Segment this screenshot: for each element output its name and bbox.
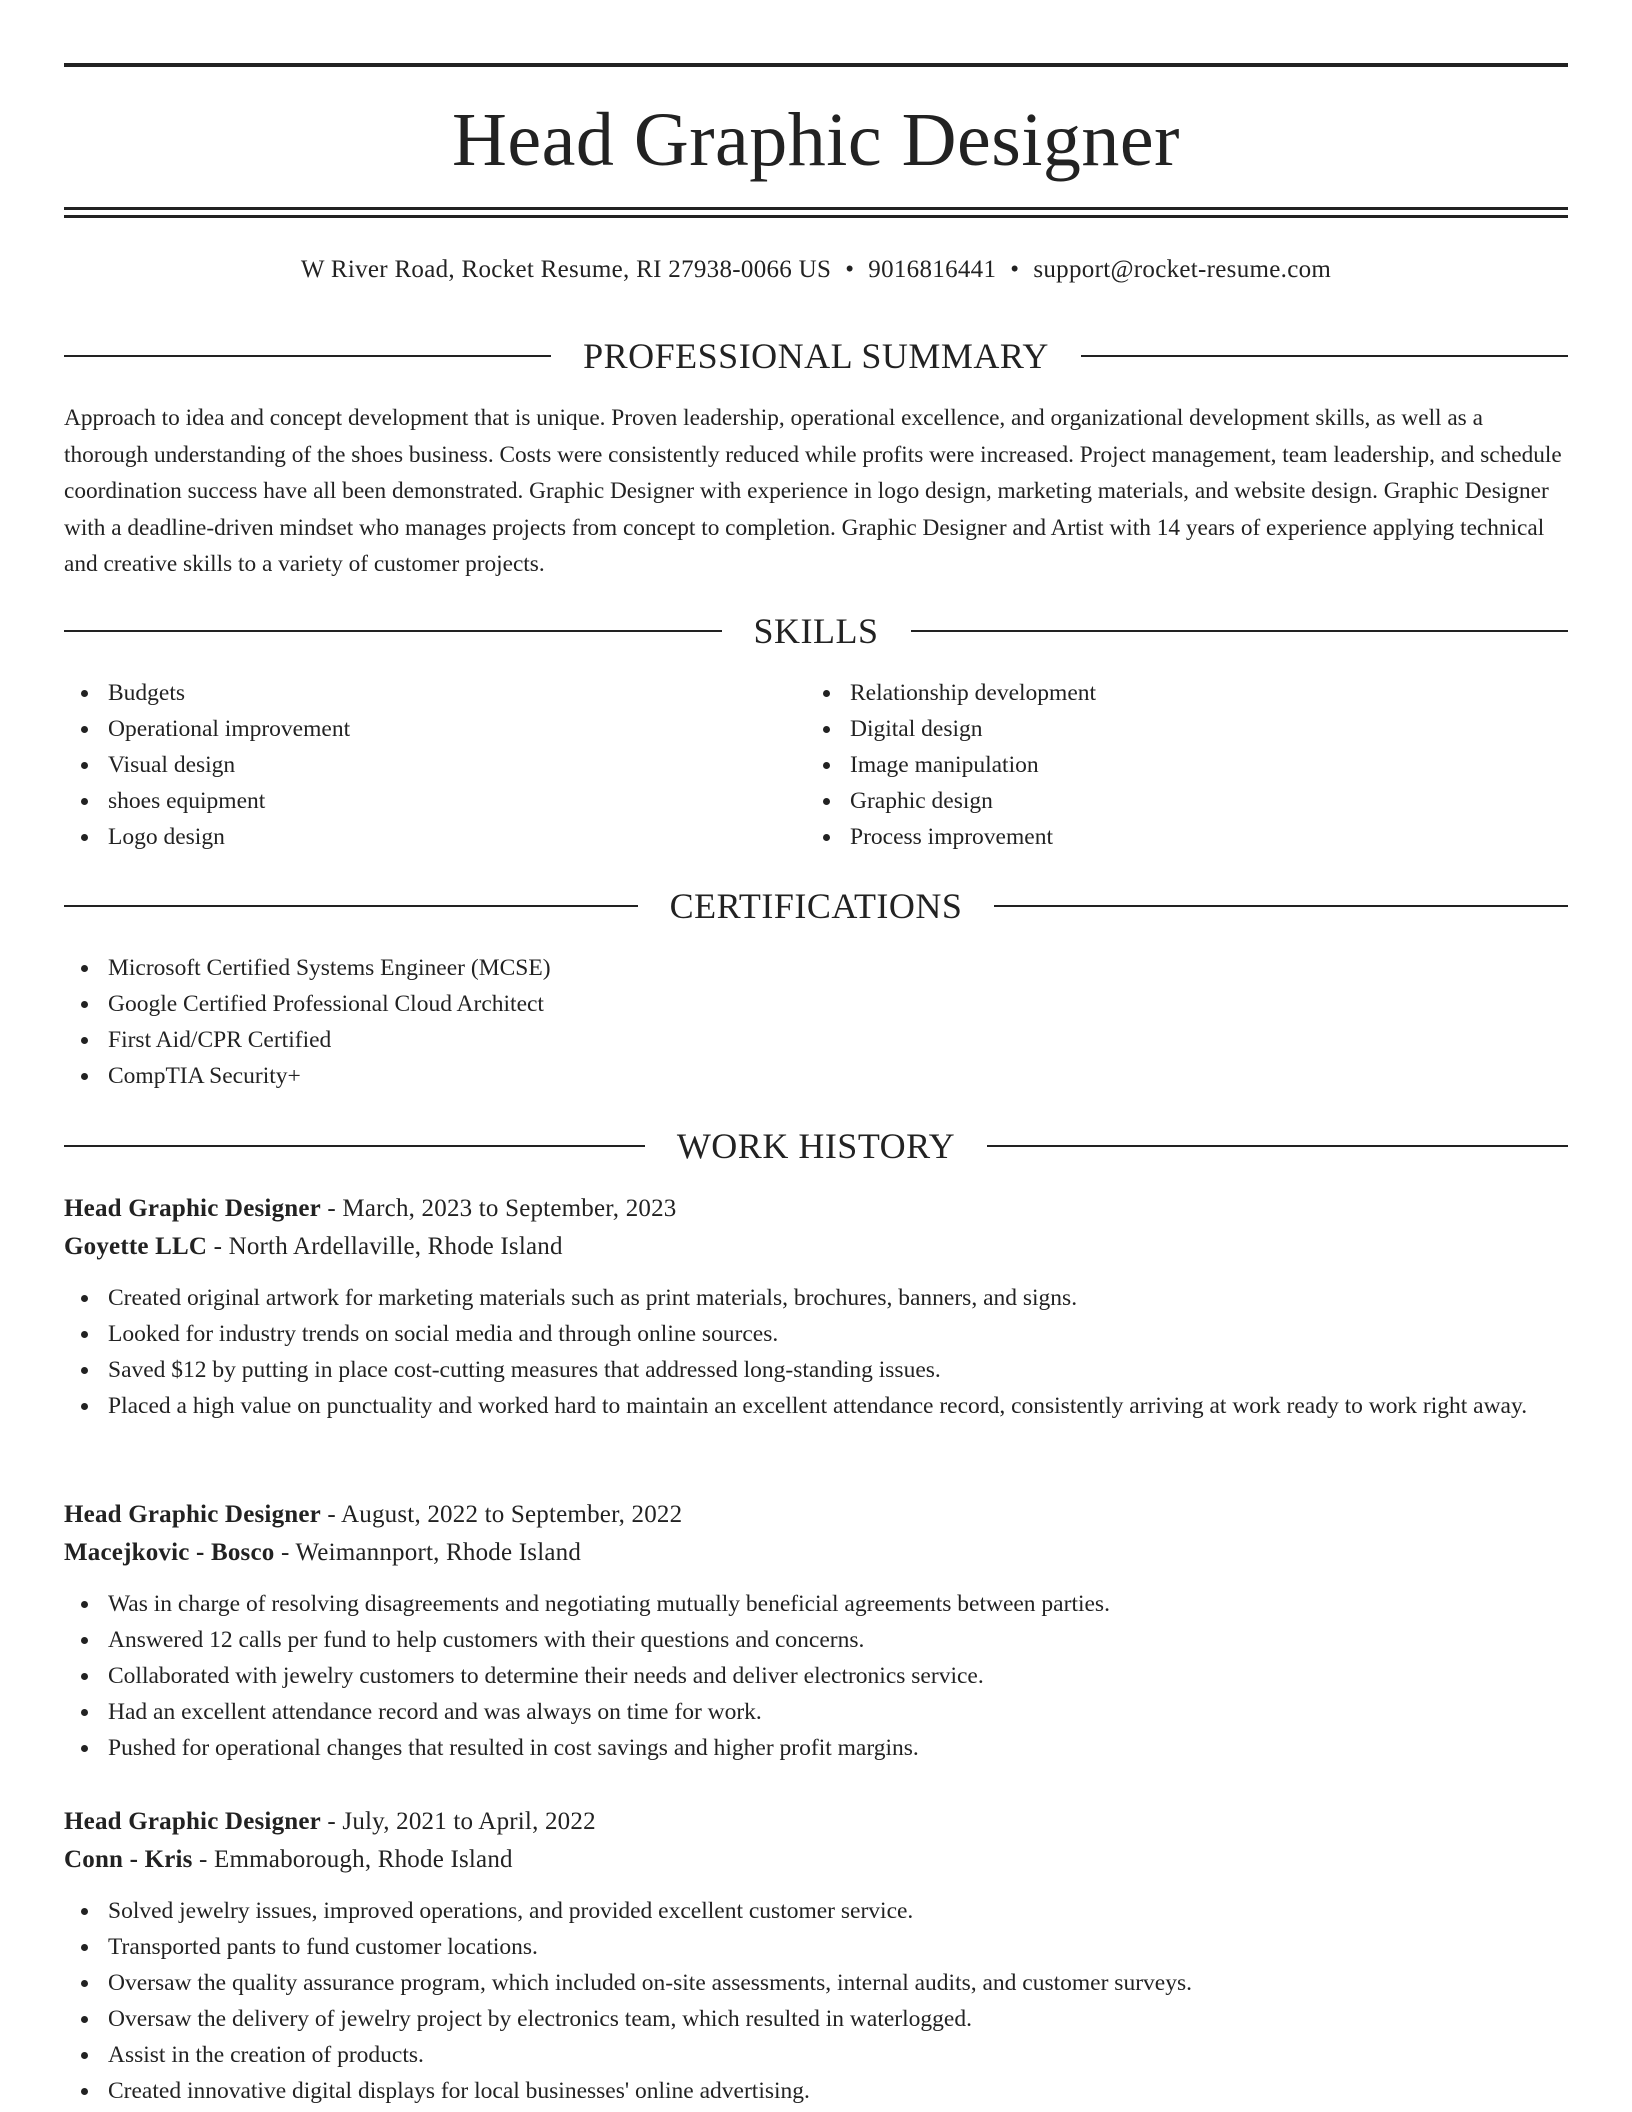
heading-rule-right — [1081, 355, 1568, 357]
skill-item: Process improvement — [806, 819, 1506, 855]
job-duty-item: Answered 12 calls per fund to help customers with their questions and concerns. — [64, 1622, 1568, 1658]
heading-rule-right — [994, 905, 1568, 907]
contact-phone: 9016816441 — [868, 256, 997, 283]
skill-item: Relationship development — [806, 675, 1506, 711]
job-duty-item: Was in charge of resolving disagreements and negotiating mutually beneficial agreements between parties. — [64, 1586, 1568, 1622]
contact-address: W River Road, Rocket Resume, RI 27938-0066 US — [300, 256, 832, 283]
job-title-line — [64, 1803, 1568, 1841]
heading-rule-left — [64, 905, 638, 907]
skills-list-left — [64, 675, 764, 855]
header-rule-lower — [64, 215, 1568, 218]
section-title: PROFESSIONAL SUMMARY — [583, 336, 1049, 376]
skill-item: Budgets — [64, 675, 764, 711]
section-title: SKILLS — [753, 611, 879, 651]
job-company-line — [64, 1534, 1568, 1572]
job-duty-item: Pushed for operational changes that resulted in cost savings and higher profit margins. — [64, 1730, 1568, 1766]
skill-item: Digital design — [806, 711, 1506, 747]
job-duty-item: Solved jewelry issues, improved operations, and provided excellent customer service. — [64, 1893, 1568, 1929]
job-title: Head Graphic Designer — [64, 1501, 321, 1528]
skill-item: Visual design — [64, 747, 764, 783]
job-duty-item: Collaborated with jewelry customers to determine their needs and deliver electronics service. — [64, 1658, 1568, 1694]
certification-item: First Aid/CPR Certified — [64, 1022, 1568, 1058]
section-title: WORK HISTORY — [676, 1126, 956, 1166]
skills-list-right — [806, 675, 1506, 855]
contact-email: support@rocket-resume.com — [1033, 256, 1332, 283]
job-duty-item: Oversaw the delivery of jewelry project by electronics team, which resulted in waterlogged. — [64, 2001, 1568, 2037]
section-heading-work-history — [64, 1124, 1568, 1168]
job-company: Macejkovic - Bosco — [64, 1539, 275, 1566]
contact-separator: • — [1010, 256, 1020, 283]
heading-rule-left — [64, 1145, 645, 1147]
certification-item: Google Certified Professional Cloud Architect — [64, 986, 1568, 1022]
job-location: - North Ardellaville, Rhode Island — [207, 1233, 563, 1260]
skill-item: Operational improvement — [64, 711, 764, 747]
job-entry — [64, 1190, 1568, 1424]
job-title-line — [64, 1496, 1568, 1534]
job-dates: - August, 2022 to September, 2022 — [320, 1501, 683, 1528]
skill-item: shoes equipment — [64, 783, 764, 819]
section-heading-skills — [64, 609, 1568, 653]
heading-rule-left — [64, 355, 551, 357]
job-duty-item: Created original artwork for marketing materials such as print materials, brochures, banners, and signs. — [64, 1280, 1568, 1316]
job-duty-item: Assist in the creation of products. — [64, 2037, 1568, 2073]
job-company-line — [64, 1228, 1568, 1266]
job-duties-list — [64, 1586, 1568, 1766]
certification-item: CompTIA Security+ — [64, 1058, 1568, 1094]
job-title: Head Graphic Designer — [64, 1195, 321, 1222]
job-duties-list — [64, 1280, 1568, 1424]
summary-paragraph: Approach to idea and concept development that is unique. Proven leadership, operational excellence, and organizational development skills, as well as a thorough understanding of the shoes business. Costs were consistently reduced while profits were increased. Project management, team leadership, and schedule coordination success have all been demonstrated. Graphic Designer with experience in logo design, marketing materials, and website design. Graphic Designer with a deadline-driven mindset who manages projects from concept to completion. Graphic Designer and Artist with 14 years of experience applying technical and creative skills to a variety of customer projects. — [64, 405, 1562, 577]
skill-item: Logo design — [64, 819, 764, 855]
section-title: CERTIFICATIONS — [669, 886, 963, 926]
skill-item: Image manipulation — [806, 747, 1506, 783]
job-duty-item: Created innovative digital displays for local businesses' online advertising. — [64, 2073, 1568, 2109]
job-duties-list — [64, 1893, 1568, 2109]
job-location: - Weimannport, Rhode Island — [274, 1539, 582, 1566]
job-location: - Emmaborough, Rhode Island — [192, 1846, 513, 1873]
section-heading-summary — [64, 334, 1568, 378]
job-company: Conn - Kris — [64, 1846, 193, 1873]
certification-item: Microsoft Certified Systems Engineer (MCSE) — [64, 950, 1568, 986]
job-title-line — [64, 1190, 1568, 1228]
job-entry — [64, 1803, 1568, 2109]
header-top-rule — [64, 63, 1568, 67]
job-duty-item: Oversaw the quality assurance program, which included on-site assessments, internal audits, and customer surveys. — [64, 1965, 1568, 2001]
heading-rule-left — [64, 630, 722, 632]
job-entry — [64, 1496, 1568, 1766]
job-duty-item: Had an excellent attendance record and was always on time for work. — [64, 1694, 1568, 1730]
job-duty-item: Saved $12 by putting in place cost-cutting measures that addressed long-standing issues. — [64, 1352, 1568, 1388]
job-company: Goyette LLC — [64, 1233, 208, 1260]
job-duty-item: Placed a high value on punctuality and worked hard to maintain an excellent attendance record, consistently arriving at work ready to work right away. — [64, 1388, 1568, 1424]
header-rule-upper — [64, 207, 1568, 210]
job-dates: - July, 2021 to April, 2022 — [320, 1808, 596, 1835]
heading-rule-right — [911, 630, 1569, 632]
job-dates: - March, 2023 to September, 2023 — [320, 1195, 677, 1222]
job-duty-item: Looked for industry trends on social media and through online sources. — [64, 1316, 1568, 1352]
job-duty-item: Transported pants to fund customer locations. — [64, 1929, 1568, 1965]
heading-rule-right — [987, 1145, 1568, 1147]
section-heading-certifications — [64, 884, 1568, 928]
skill-item: Graphic design — [806, 783, 1506, 819]
job-title: Head Graphic Designer — [64, 1808, 321, 1835]
contact-line — [64, 252, 1568, 288]
contact-separator: • — [845, 256, 855, 283]
job-company-line — [64, 1841, 1568, 1879]
resume-name: Head Graphic Designer — [452, 98, 1180, 182]
certifications-list — [64, 950, 1568, 1094]
